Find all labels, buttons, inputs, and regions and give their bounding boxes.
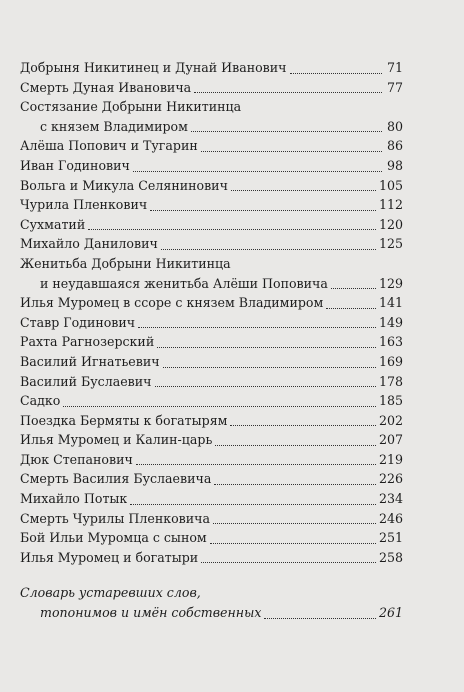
toc-page-number: 105	[378, 177, 403, 193]
toc-entry-title: Михайло Потык	[20, 491, 128, 507]
dot-leader	[201, 561, 376, 563]
toc-entry-line	[20, 332, 403, 352]
toc-entry-line	[20, 469, 403, 489]
toc-page-number: 226	[378, 471, 403, 487]
toc-entry-line	[20, 156, 403, 176]
toc-entry-title: с князем Владимиром	[40, 118, 188, 134]
toc-page-number: 219	[378, 451, 403, 467]
toc-entry-line	[20, 548, 403, 568]
toc-page-number: 112	[378, 197, 403, 213]
toc-entry-title: Поездка Бермяты к богатырям	[20, 412, 228, 428]
toc-entry-line	[20, 509, 403, 529]
toc-page-number: 251	[378, 530, 403, 546]
toc-entry-title: Чурила Пленкович	[20, 197, 148, 213]
dot-leader	[264, 617, 376, 619]
dot-leader	[191, 130, 382, 132]
dot-leader	[201, 150, 382, 152]
toc-page-number: 163	[378, 334, 403, 350]
toc-entry-line	[20, 293, 403, 313]
toc-entry-title: Бой Ильи Муромца с сыном	[20, 530, 207, 546]
dot-leader	[63, 405, 376, 407]
dot-leader	[210, 542, 376, 544]
toc-page-number: 129	[378, 275, 403, 291]
dot-leader	[194, 91, 382, 93]
toc-entry-line	[20, 430, 403, 450]
dot-leader	[155, 385, 376, 387]
section-gap	[20, 567, 403, 583]
dot-leader	[214, 483, 376, 485]
toc-entry-line	[20, 234, 403, 254]
toc-entry-line	[20, 313, 403, 333]
toc-entry-title: Илья Муромец в ссоре с князем Владимиром	[20, 295, 324, 311]
dot-leader	[331, 287, 376, 289]
toc-entry-title: Василий Буслаевич	[20, 373, 152, 389]
dot-leader	[231, 189, 376, 191]
toc-page-number: 98	[386, 157, 403, 173]
toc-entry-title: Женитьба Добрыни Никитинца	[20, 255, 231, 271]
toc-entry-line	[20, 352, 403, 372]
table-of-contents	[20, 58, 403, 623]
toc-page-number: 202	[378, 412, 403, 428]
dot-leader	[138, 326, 376, 328]
toc-entry-line	[20, 136, 403, 156]
toc-entry-line	[20, 78, 403, 98]
dot-leader	[326, 307, 376, 309]
toc-entry-title: Словарь устаревших слов,	[20, 585, 201, 601]
toc-entry-line	[20, 528, 403, 548]
dot-leader	[88, 228, 376, 230]
toc-entry-line	[20, 254, 403, 274]
toc-entry-title: Иван Годинович	[20, 157, 130, 173]
toc-entry-title: Илья Муромец и Калин-царь	[20, 432, 213, 448]
toc-page-number: 86	[386, 138, 403, 154]
dot-leader	[161, 248, 376, 250]
toc-page-number: 120	[378, 216, 403, 232]
toc-entry-title: Садко	[20, 393, 61, 409]
toc-page-number: 80	[386, 118, 403, 134]
toc-entry-line	[20, 195, 403, 215]
dot-leader	[163, 366, 376, 368]
dot-leader	[133, 170, 382, 172]
toc-entry-title: Рахта Рагнозерский	[20, 334, 155, 350]
toc-page-number: 77	[386, 79, 403, 95]
toc-page-number: 234	[378, 491, 403, 507]
toc-entry-title: топонимов и имён собственных	[40, 605, 262, 621]
toc-page-number: 246	[378, 510, 403, 526]
toc-entry-title: Смерть Василия Буслаевича	[20, 471, 212, 487]
dot-leader	[215, 444, 376, 446]
toc-page-number: 178	[378, 373, 403, 389]
toc-entry-title: Дюк Степанович	[20, 451, 133, 467]
toc-page-number: 185	[378, 393, 403, 409]
dot-leader	[290, 72, 383, 74]
toc-entry-title: Михайло Данилович	[20, 236, 158, 252]
toc-entry-title: Сухматий	[20, 216, 86, 232]
toc-entry-line	[20, 215, 403, 235]
toc-entry-line	[20, 603, 403, 623]
toc-entry-title: Смерть Чурилы Пленковича	[20, 510, 211, 526]
toc-page-number: 207	[378, 432, 403, 448]
toc-entry-title: Добрыня Никитинец и Дунай Иванович	[20, 60, 287, 75]
toc-page-number: 125	[378, 236, 403, 252]
toc-entry-line	[20, 489, 403, 509]
dot-leader	[213, 522, 376, 524]
toc-entry-line	[20, 391, 403, 411]
dot-leader	[150, 209, 376, 211]
toc-entry-title: Ставр Годинович	[20, 314, 136, 330]
dot-leader	[230, 424, 375, 426]
toc-page-number: 258	[378, 549, 403, 565]
toc-page-number: 71	[386, 60, 403, 75]
toc-page-number: 149	[378, 314, 403, 330]
toc-entry-title: Алёша Попович и Тугарин	[20, 138, 198, 154]
toc-entry-line	[20, 583, 403, 603]
toc-entry-line	[20, 97, 403, 117]
toc-page-number: 141	[378, 295, 403, 311]
toc-entry-title: Василий Игнатьевич	[20, 353, 160, 369]
toc-entry-title: Вольга и Микула Селянинович	[20, 177, 228, 193]
toc-entry-line	[20, 274, 403, 294]
toc-page-number: 169	[378, 353, 403, 369]
toc-entry-title: Илья Муромец и богатыри	[20, 549, 199, 565]
toc-entry-line	[20, 58, 403, 78]
dot-leader	[130, 503, 376, 505]
dot-leader	[157, 346, 376, 348]
dot-leader	[136, 463, 376, 465]
toc-entry-title: Смерть Дуная Ивановича	[20, 79, 192, 95]
toc-entry-title: Состязание Добрыни Никитинца	[20, 99, 242, 115]
toc-entry-line	[20, 450, 403, 470]
toc-page-number: 261	[378, 605, 403, 621]
toc-entry-title: и неудавшаяся женитьба Алёши Поповича	[40, 275, 328, 291]
toc-entry-line	[20, 117, 403, 137]
toc-entry-line	[20, 372, 403, 392]
toc-entry-line	[20, 176, 403, 196]
toc-entry-line	[20, 411, 403, 431]
